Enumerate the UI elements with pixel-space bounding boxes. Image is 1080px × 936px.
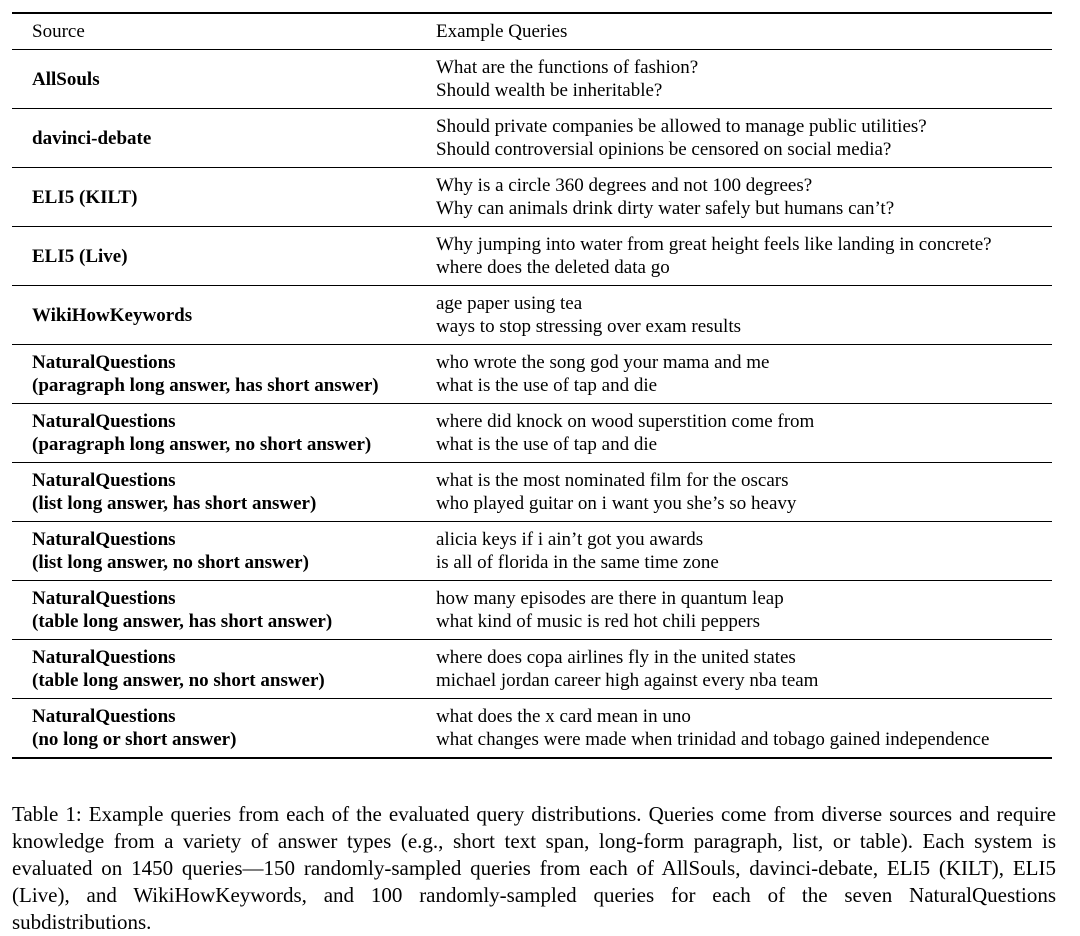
source-name: NaturalQuestions	[32, 588, 176, 609]
source-subdistribution: (paragraph long answer, has short answer)	[32, 375, 379, 396]
example-queries-cell	[436, 640, 1052, 699]
example-queries-cell	[436, 345, 1052, 404]
source-name: NaturalQuestions	[32, 411, 176, 432]
example-query: who wrote the song god your mama and me	[436, 352, 770, 373]
table-row	[12, 522, 1052, 581]
example-query: Should private companies be allowed to manage public utilities?	[436, 116, 927, 137]
source-name: WikiHowKeywords	[32, 304, 193, 326]
table-row	[12, 640, 1052, 699]
example-query: where does the deleted data go	[436, 257, 670, 278]
table-row	[12, 699, 1052, 758]
example-query: what is the use of tap and die	[436, 434, 658, 455]
example-queries-cell	[436, 227, 1052, 286]
source-cell	[12, 345, 436, 404]
example-query: What are the functions of fashion?	[436, 57, 699, 78]
table-header	[12, 13, 1052, 50]
source-cell	[12, 581, 436, 640]
example-query: Should controversial opinions be censored on social media?	[436, 139, 892, 160]
example-query: where does copa airlines fly in the united states	[436, 647, 796, 668]
example-queries-cell	[436, 168, 1052, 227]
source-cell	[12, 50, 436, 109]
table-row	[12, 227, 1052, 286]
source-cell	[12, 640, 436, 699]
table-row	[12, 581, 1052, 640]
table-caption: Table 1: Example queries from each of the evaluated query distributions. Queries come from diverse sources and require knowledge from a variety of answer types (e.g., short text span, long-form paragraph, list, or table). Each system is evaluated on 1450 queries—150 randomly-sampled queries from each of AllSouls, davinci-debate, ELI5 (KILT), ELI5 (Live), and WikiHowKeywords, and 100 randomly-sampled queries for each of the seven NaturalQuestions subdistributions.	[12, 802, 1056, 934]
example-queries-table	[12, 12, 1052, 759]
example-queries-cell	[436, 50, 1052, 109]
source-cell	[12, 286, 436, 345]
example-query: is all of florida in the same time zone	[436, 552, 719, 573]
example-query: what is the most nominated film for the oscars	[436, 470, 789, 491]
source-subdistribution: (paragraph long answer, no short answer)	[32, 434, 372, 455]
header-row	[12, 13, 1052, 50]
example-queries-cell	[436, 463, 1052, 522]
source-name: NaturalQuestions	[32, 529, 176, 550]
example-query: what changes were made when trinidad and tobago gained independence	[436, 728, 990, 750]
table-row	[12, 463, 1052, 522]
source-name: ELI5 (Live)	[32, 245, 128, 267]
table-row	[12, 109, 1052, 168]
example-query: Why is a circle 360 degrees and not 100 degrees?	[436, 175, 813, 196]
source-cell	[12, 404, 436, 463]
source-name: NaturalQuestions	[32, 352, 176, 373]
example-queries-cell	[436, 699, 1052, 758]
source-name: NaturalQuestions	[32, 470, 176, 491]
example-query: Why can animals drink dirty water safely but humans can’t?	[436, 198, 895, 219]
source-cell	[12, 168, 436, 227]
table-row	[12, 50, 1052, 109]
source-subdistribution: (table long answer, no short answer)	[32, 670, 325, 691]
source-name: AllSouls	[32, 68, 100, 90]
example-query: what does the x card mean in uno	[436, 705, 691, 727]
example-query: Why jumping into water from great height feels like landing in concrete?	[436, 234, 992, 255]
source-subdistribution: (table long answer, has short answer)	[32, 611, 333, 632]
example-query: alicia keys if i ain’t got you awards	[436, 529, 704, 550]
table-row	[12, 345, 1052, 404]
example-query: Should wealth be inheritable?	[436, 80, 663, 101]
source-subdistribution: (list long answer, has short answer)	[32, 493, 317, 514]
example-queries-cell	[436, 404, 1052, 463]
query-table-container	[12, 12, 1052, 759]
example-query: what is the use of tap and die	[436, 375, 658, 396]
example-query: michael jordan career high against every nba team	[436, 670, 819, 691]
example-queries-cell	[436, 522, 1052, 581]
source-cell	[12, 109, 436, 168]
table-body	[12, 50, 1052, 758]
source-subdistribution: (list long answer, no short answer)	[32, 552, 309, 573]
header-source: Source	[32, 21, 85, 42]
example-queries-cell	[436, 109, 1052, 168]
source-cell	[12, 699, 436, 758]
example-query: what kind of music is red hot chili peppers	[436, 611, 760, 632]
example-query: ways to stop stressing over exam results	[436, 316, 742, 337]
source-cell	[12, 522, 436, 581]
source-name: ELI5 (KILT)	[32, 186, 138, 208]
header-example-queries: Example Queries	[436, 21, 568, 42]
example-query: where did knock on wood superstition come from	[436, 411, 815, 432]
source-subdistribution: (no long or short answer)	[32, 728, 237, 750]
source-name: NaturalQuestions	[32, 705, 176, 727]
example-query: how many episodes are there in quantum leap	[436, 588, 784, 609]
table-row	[12, 168, 1052, 227]
example-queries-cell	[436, 581, 1052, 640]
table-row	[12, 286, 1052, 345]
example-query: age paper using tea	[436, 293, 583, 314]
example-queries-cell	[436, 286, 1052, 345]
source-cell	[12, 227, 436, 286]
source-name: NaturalQuestions	[32, 647, 176, 668]
example-query: who played guitar on i want you she’s so heavy	[436, 493, 797, 514]
source-name: davinci-debate	[32, 127, 152, 149]
table-row	[12, 404, 1052, 463]
source-cell	[12, 463, 436, 522]
